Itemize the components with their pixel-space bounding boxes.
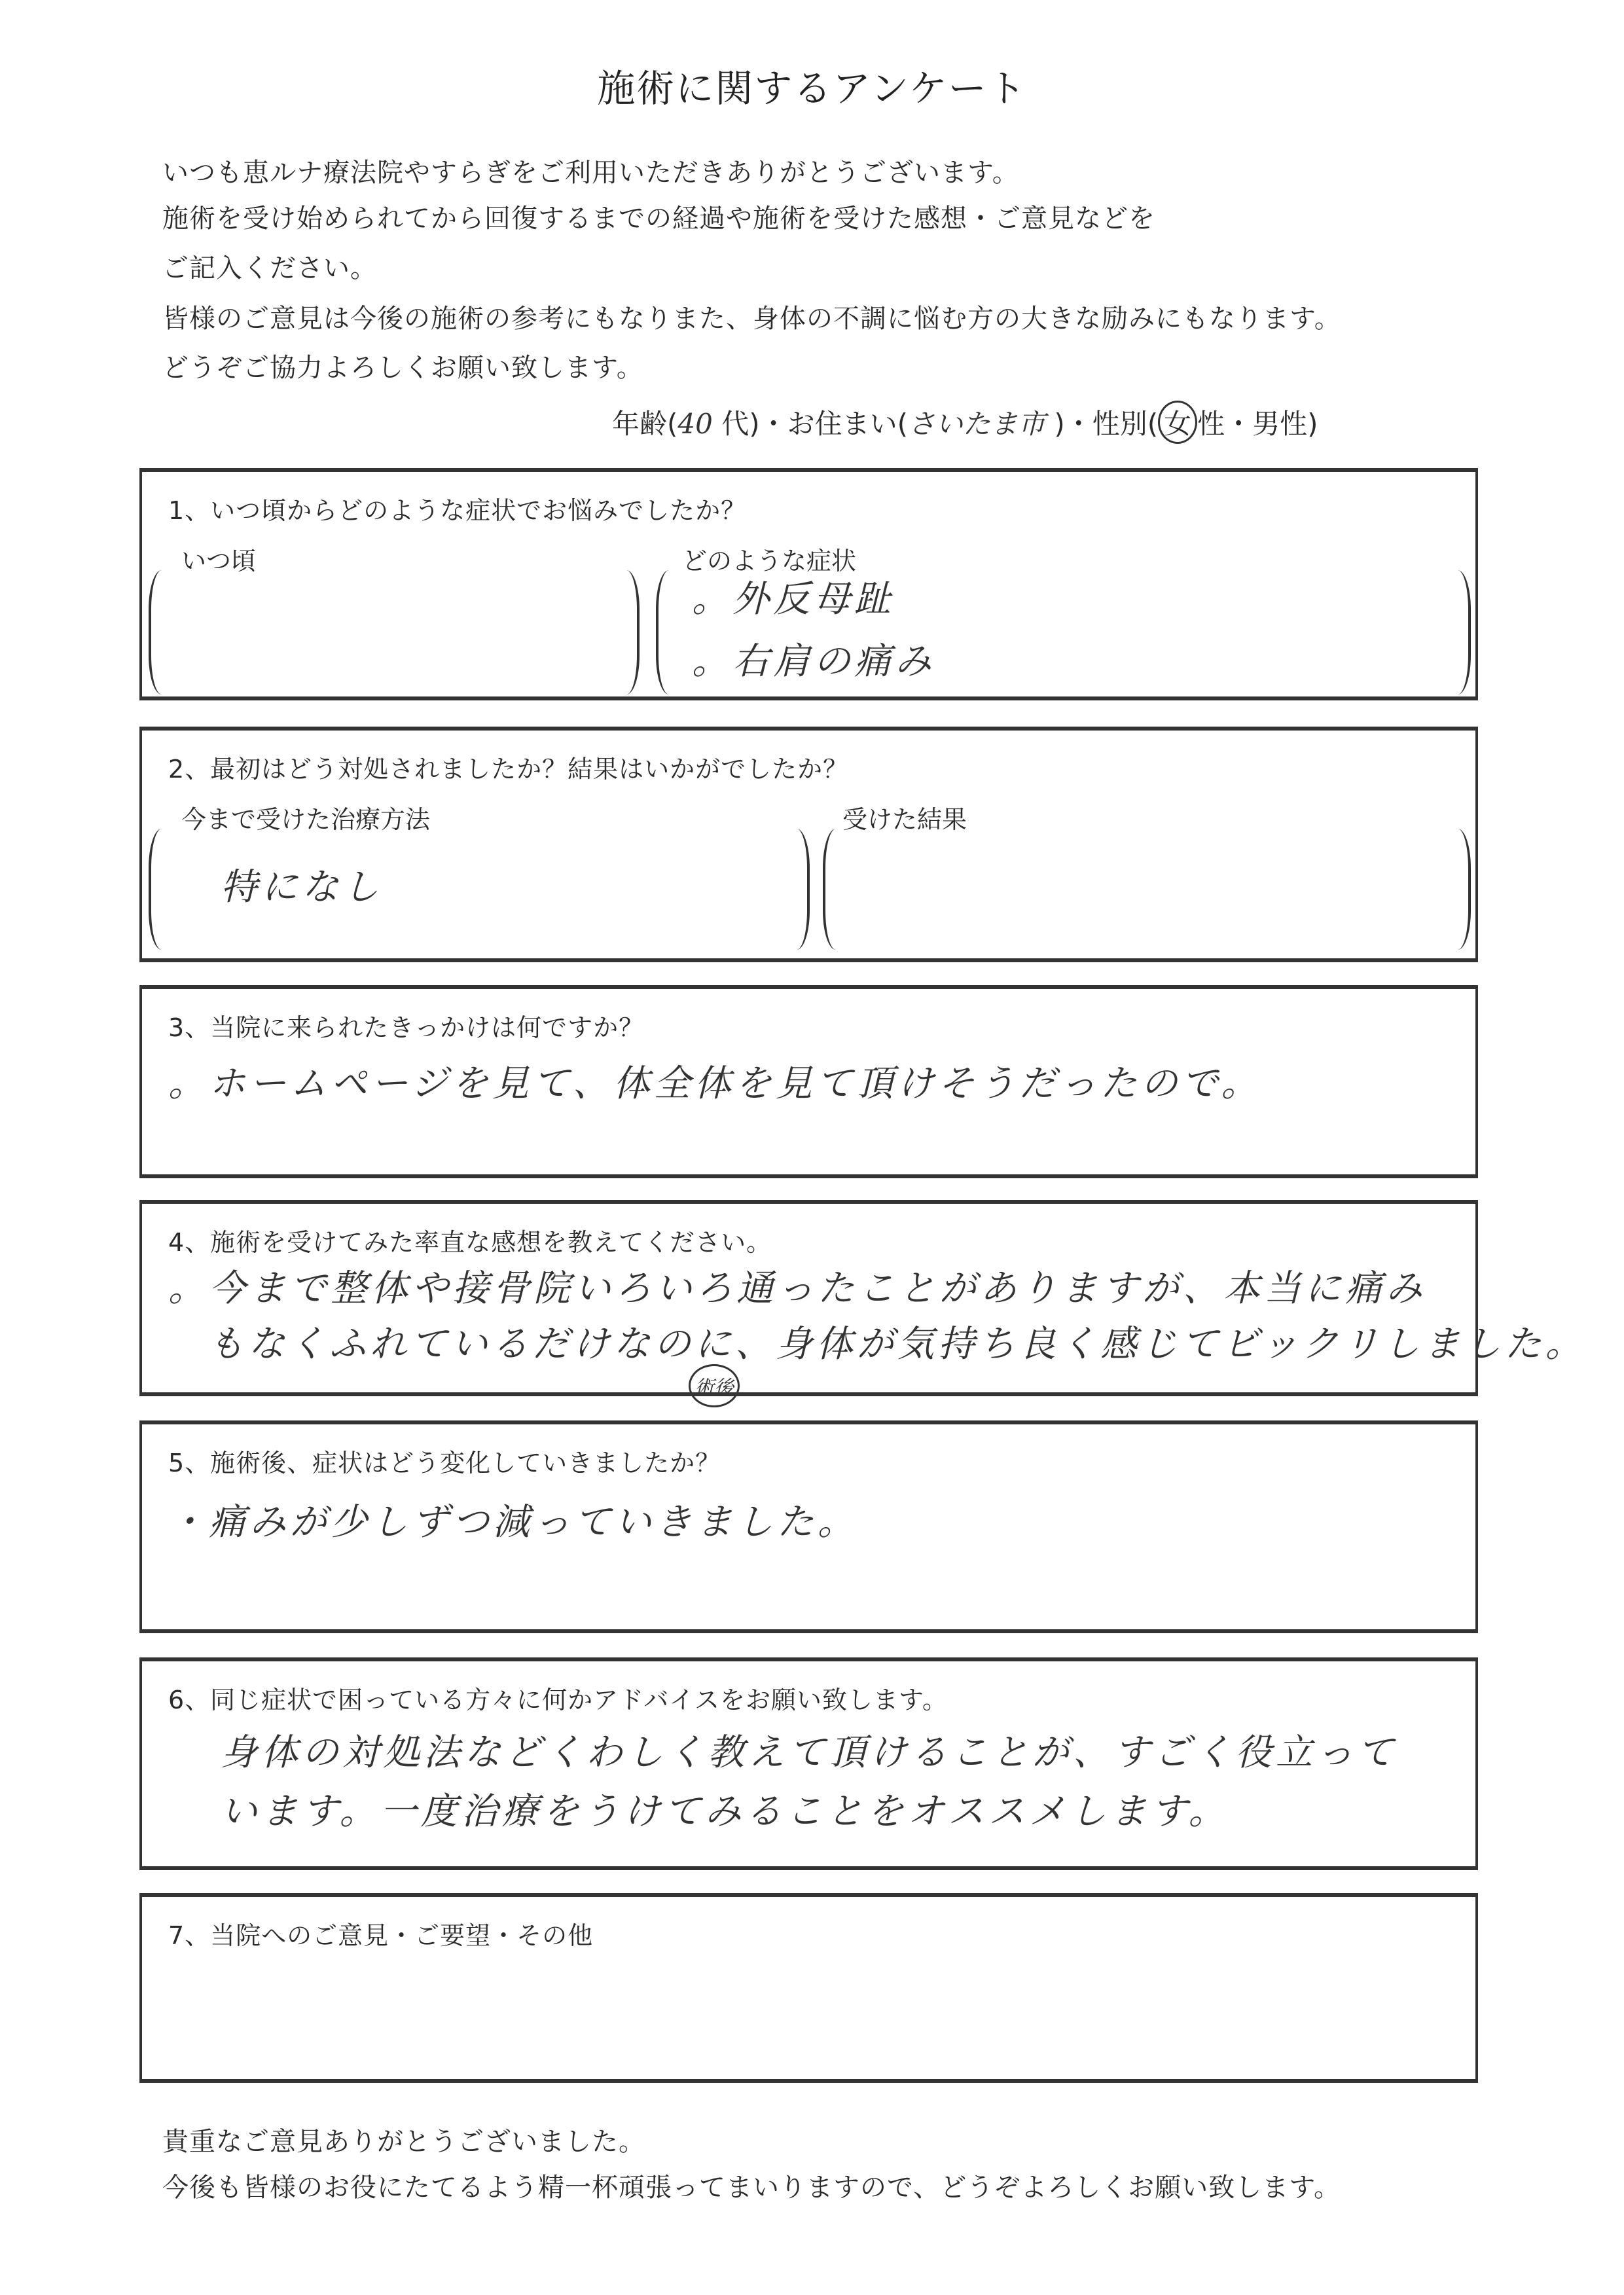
question-5-label: 5、施術後、症状はどう変化していきましたか？ bbox=[168, 1449, 721, 1477]
intro-line: 皆様のご意見は今後の施術の参考にもなりまた、身体の不調に悩む方の大きな励みにもなります。 bbox=[162, 304, 1341, 334]
result-label: 受けた結果 bbox=[842, 805, 967, 834]
question-6-label: 6、同じ症状で困っている方々に何かアドバイスをお願い致します。 bbox=[168, 1686, 948, 1714]
question-6-box bbox=[139, 1657, 1478, 1870]
symptom-answer[interactable]: 。外反母趾 bbox=[692, 578, 895, 621]
bracket-open bbox=[149, 829, 175, 950]
question-6-answer-line[interactable]: 身体の対処法などくわしく教えて頂けることが、すごく役立って bbox=[221, 1731, 1398, 1774]
symptom-label: どのような症状 bbox=[682, 547, 857, 575]
residence-value[interactable]: さいたま市 bbox=[907, 408, 1045, 440]
respondent-profile bbox=[612, 401, 1318, 444]
bracket-open bbox=[656, 570, 682, 695]
question-2-label: 2、最初はどう対処されましたか？結果はいかがでしたか？ bbox=[168, 755, 849, 784]
intro-line: いつも恵ルナ療法院やすらぎをご利用いただきありがとうございます。 bbox=[162, 158, 1019, 188]
when-answer-field[interactable] bbox=[175, 570, 613, 695]
intro-line: 施術を受け始められてから回復するまでの経過や施術を受けた感想・ご意見などを bbox=[162, 204, 1155, 234]
question-7-label: 7、当院へのご意見・ご要望・その他 bbox=[168, 1921, 594, 1950]
intro-line: ご記入ください。 bbox=[162, 253, 377, 283]
bracket-close bbox=[613, 570, 640, 695]
question-3-label: 3、当院に来られたきっかけは何ですか？ bbox=[168, 1013, 645, 1042]
question-7-box bbox=[139, 1893, 1478, 2083]
question-7-answer-field[interactable] bbox=[168, 1962, 1445, 2074]
page-title: 施術に関するアンケート bbox=[597, 66, 1027, 111]
residence-label: 代)・お住まい( bbox=[712, 408, 908, 440]
question-5-box bbox=[139, 1420, 1478, 1633]
footer-closing: 今後も皆様のお役にたてるよう精一杯頑張ってまいりますので、どうぞよろしくお願い致します。 bbox=[162, 2173, 1341, 2203]
footer-thanks: 貴重なご意見ありがとうございました。 bbox=[162, 2127, 645, 2157]
question-3-answer[interactable]: 。ホームページを見て、体全体を見て頂けそうだったので。 bbox=[168, 1062, 1262, 1105]
symptom-answer[interactable]: 。右肩の痛み bbox=[692, 640, 935, 683]
bracket-close bbox=[1445, 570, 1471, 695]
question-4-box bbox=[139, 1200, 1586, 1400]
method-label: 今まで受けた治療方法 bbox=[181, 805, 431, 834]
question-6-answer-line[interactable]: います。一度治療をうけてみることをオススメします。 bbox=[221, 1790, 1229, 1833]
inserted-note: 術後 bbox=[689, 1364, 740, 1407]
result-answer-field[interactable] bbox=[849, 829, 1445, 950]
question-2-box bbox=[139, 727, 1478, 962]
bracket-open bbox=[149, 570, 175, 695]
bracket-close bbox=[784, 829, 810, 950]
question-4-label: 4、施術を受けてみた率直な感想を教えてください。 bbox=[168, 1228, 772, 1257]
gender-label: )・性別( bbox=[1045, 408, 1159, 440]
gender-female-suffix: 性 bbox=[1197, 408, 1225, 440]
question-5-answer[interactable]: ・痛みが少しずつ減っていきました。 bbox=[168, 1501, 858, 1544]
gender-female-circled[interactable]: 女 bbox=[1158, 401, 1197, 444]
question-3-box bbox=[139, 985, 1478, 1178]
question-4-answer-line[interactable]: 。今まで整体や接骨院いろいろ通ったことがありますが、本当に痛み bbox=[168, 1267, 1426, 1310]
method-answer[interactable]: 特になし bbox=[221, 866, 383, 909]
gender-male-option[interactable]: ・男性) bbox=[1225, 408, 1318, 440]
question-1-box bbox=[139, 468, 1478, 700]
age-value[interactable]: 40 bbox=[677, 408, 713, 440]
question-1-label: 1、いつ頃からどのような症状でお悩みでしたか？ bbox=[168, 496, 747, 525]
age-label: 年齢( bbox=[612, 408, 678, 440]
bracket-open bbox=[823, 829, 849, 950]
question-4-answer-line[interactable]: もなくふれているだけなのに、身体が気持ち良く感じてビックリしました。 bbox=[208, 1323, 1586, 1365]
bracket-close bbox=[1445, 829, 1471, 950]
when-label: いつ頃 bbox=[181, 547, 257, 575]
intro-line: どうぞご協力よろしくお願い致します。 bbox=[162, 353, 643, 383]
